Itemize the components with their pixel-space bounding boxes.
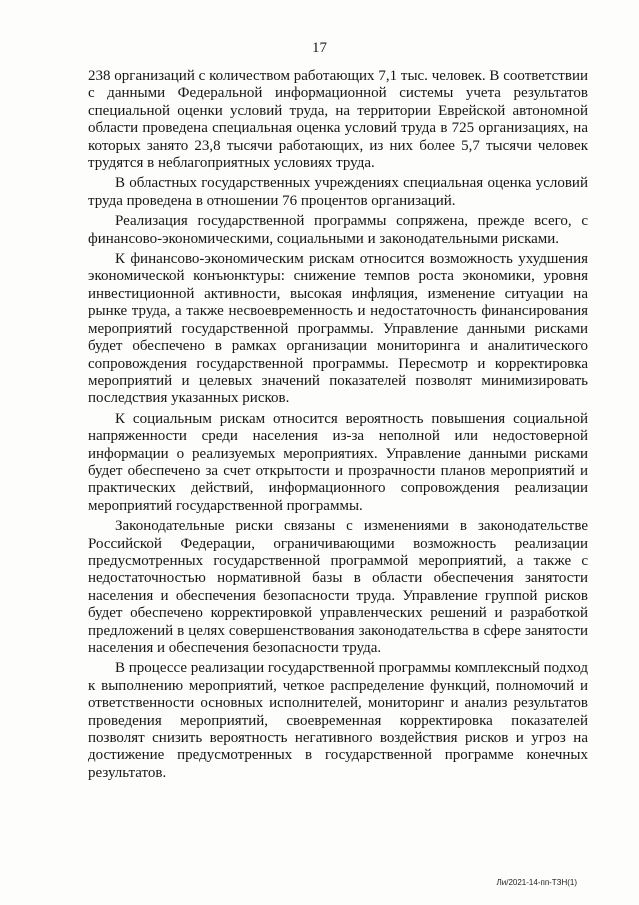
paragraph-financial-risks: К финансово-экономическим рискам относится возможность ухудшения экономической конъюнктуры: снижение темпов роста экономики, уровня инвестиционной активности, высокая инфляция, изменение ситуации на рынке труда, а также несвоевременность и недостаточность финансирования мероприятий государственной программы. Управление данными рисками будет обеспечено в рамках организации мониторинга и аналитического сопровождения государственной программы. Пересмотр и корректировка мероприятий и целевых значений показателей позволят минимизировать последствия указанных рисков.	[88, 251, 588, 407]
paragraph-continuation: 238 организаций с количеством работающих 7,1 тыс. человек. В соответствии с данными Федеральной информационной системы учета результатов специальной оценки условий труда, на территории Еврейской автономной области проведена специальная оценка условий труда в 725 организациях, на которых занято 23,8 тысячи работающих, из них более 5,7 тысячи человек трудятся в неблагоприятных условиях труда.	[88, 68, 588, 172]
paragraph-state-institutions: В областных государственных учреждениях специальная оценка условий труда проведена в отношении 76 процентов организаций.	[88, 175, 588, 209]
paragraph-risks-intro: Реализация государственной программы сопряжена, прежде всего, с финансово-экономическими, социальными и законодательными рисками.	[88, 213, 588, 247]
paragraph-legislative-risks: Законодательные риски связаны с изменениями в законодательстве Российской Федерации, ограничивающими возможность реализации предусмотренных государственной программой мероприятий, а также с недостаточностью нормативной базы в области обеспечения занятости населения и обеспечения безопасности труда. Управление группой рисков будет обеспечено корректировкой управленческих решений и разработкой предложений в целях совершенствования законодательства в сфере занятости населения и обеспечения безопасности труда.	[88, 518, 588, 656]
paragraph-conclusion: В процессе реализации государственной программы комплексный подход к выполнению мероприятий, четкое распределение функций, полномочий и ответственности основных исполнителей, мониторинг и анализ результатов проведения мероприятий, своевременная корректировка показателей позволят снизить вероятность негативного воздействия рисков и угроз на достижение предусмотренных в государственной программе конечных результатов.	[88, 660, 588, 781]
document-body	[88, 68, 588, 785]
document-code: Ли/2021-14-пп-ТЗН(1)	[496, 878, 577, 887]
page-number: 17	[312, 40, 327, 56]
paragraph-social-risks: К социальным рискам относится вероятность повышения социальной напряженности среди населения из-за неполной или недостоверной информации о реализуемых мероприятиях. Управление данными рисками будет обеспечено за счет открытости и прозрачности планов мероприятий и практических действий, информационного сопровождения реализации мероприятий государственной программы.	[88, 410, 588, 514]
